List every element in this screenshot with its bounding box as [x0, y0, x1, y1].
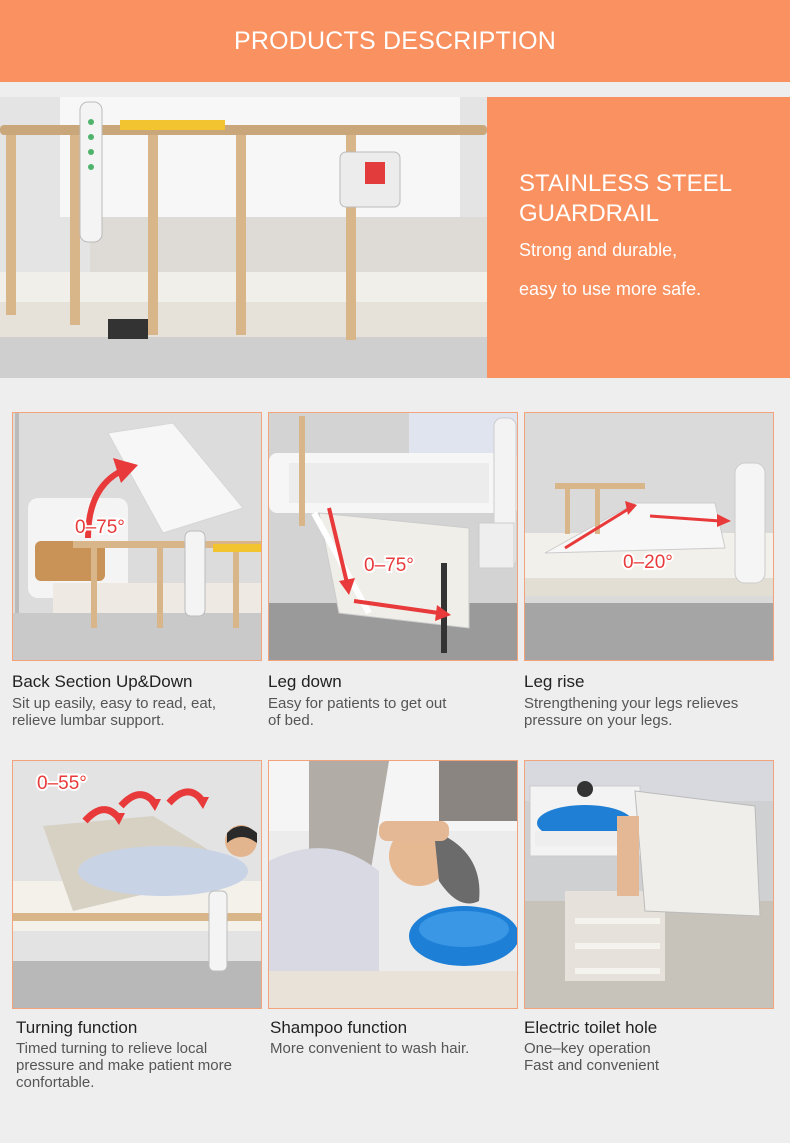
angle-label-turning: 0–55° — [37, 773, 87, 794]
guardrail-photo — [0, 97, 487, 378]
feature-description: One–key operation Fast and convenient — [524, 1040, 660, 1074]
feature-description: Strengthening your legs relieves pressure on your legs. — [524, 695, 739, 729]
feature-photo-shampoo — [268, 760, 518, 1009]
feature-photo-turning — [12, 760, 262, 1009]
feature-photo-back-section — [12, 412, 262, 661]
guardrail-illustration — [0, 97, 487, 378]
hero-title: STAINLESS STEEL GUARDRAIL — [519, 170, 732, 227]
feature-photo-toilet-hole — [524, 760, 774, 1009]
hero-line-1: Strong and durable, — [519, 240, 678, 260]
section-title: PRODUCTS DESCRIPTION — [233, 26, 557, 55]
feature-photo-leg-rise — [524, 412, 774, 661]
hero-text-panel — [487, 97, 790, 378]
section-header — [0, 0, 790, 82]
feature-title: Back Section Up&Down — [12, 672, 193, 691]
feature-title: Shampoo function — [270, 1018, 408, 1037]
feature-description: Timed turning to relieve local pressure and make patient more confortable. — [16, 1040, 232, 1091]
feature-title: Turning function — [16, 1018, 138, 1037]
angle-label-leg-down: 0–75° — [364, 555, 414, 576]
angle-label-back: 0–75° — [75, 517, 125, 538]
feature-description: More convenient to wash hair. — [270, 1040, 470, 1057]
feature-description: Easy for patients to get out of bed. — [268, 695, 447, 729]
angle-label-leg-rise: 0–20° — [623, 552, 673, 573]
feature-title: Leg rise — [524, 672, 585, 691]
feature-title: Leg down — [268, 672, 342, 691]
hero-banner — [0, 97, 790, 378]
hero-line-2: easy to use more safe. — [519, 279, 702, 299]
feature-photo-leg-down — [268, 412, 518, 661]
feature-title: Electric toilet hole — [524, 1018, 658, 1037]
feature-description: Sit up easily, easy to read, eat, relieve lumbar support. — [12, 695, 217, 729]
